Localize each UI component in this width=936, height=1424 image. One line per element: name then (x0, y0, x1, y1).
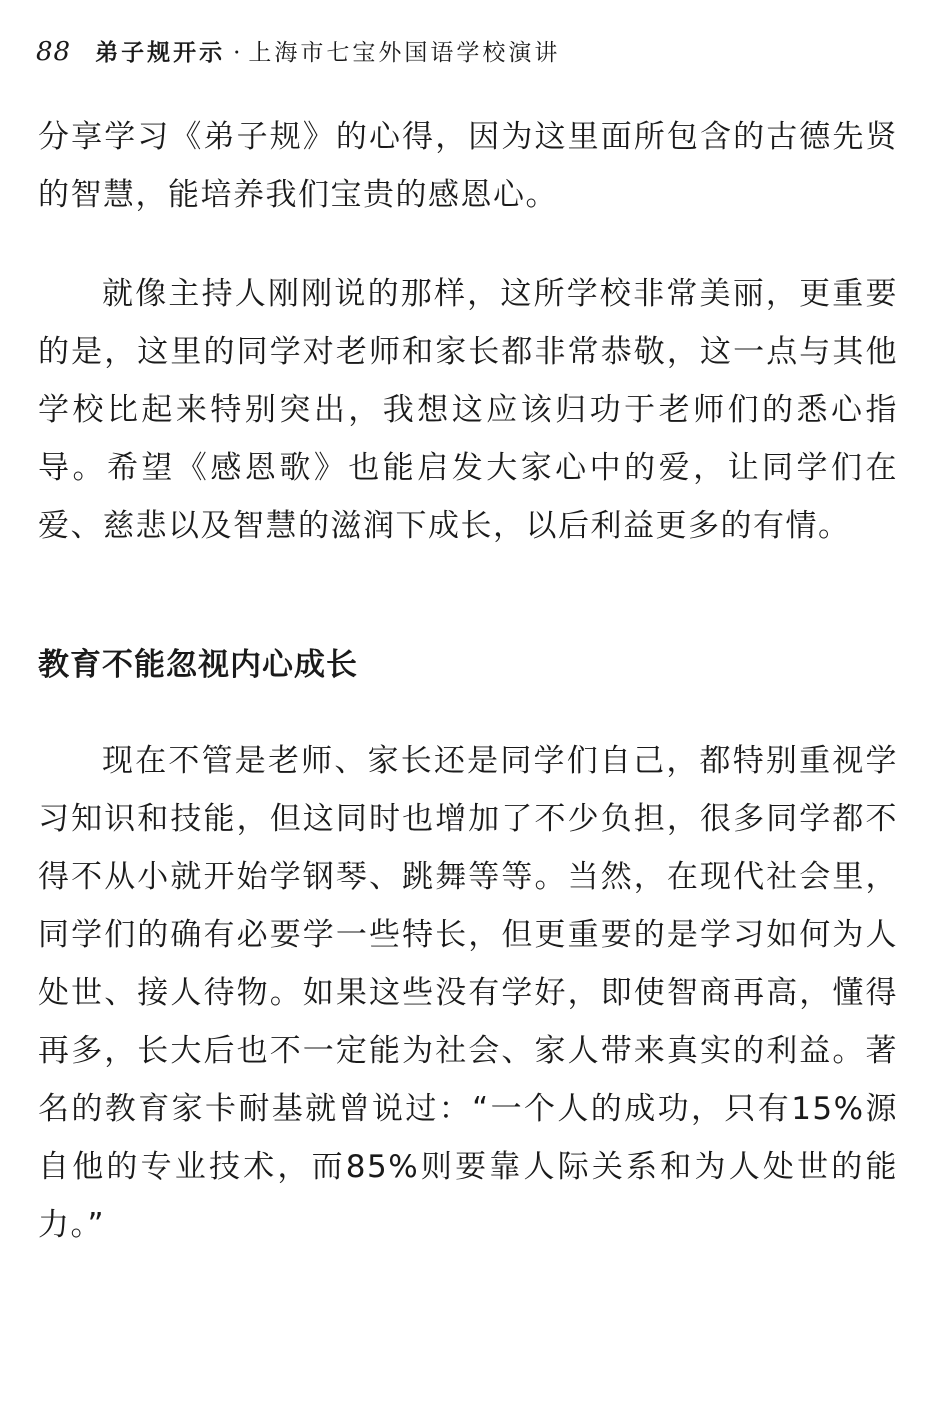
book-title: 弟子规开示 (95, 39, 226, 66)
section-heading: 教育不能忽视内心成长 (38, 647, 358, 683)
paragraph-continuation: 分享学习《弟子规》的心得，因为这里面所包含的古德先贤的智慧，能培养我们宝贵的感恩心。 (38, 119, 898, 213)
paragraph-education: 现在不管是老师、家长还是同学们自己，都特别重视学习知识和技能，但这同时也增加了不少负担，很多同学都不得不从小就开始学钢琴、跳舞等等。当然，在现代社会里，同学们的确有必要学一些特长，但更重要的是学习如何为人处世、接人待物。如果这些没有学好，即使智商再高，懂得再多，长大后也不一定能为社会、家人带来真实的利益。著名的教育家卡耐基就曾说过：“一个人的成功，只有15%源自他的专业技术，而85%则要靠人际关系和为人处世的能力。” (38, 743, 898, 1243)
header-separator: · (233, 40, 241, 66)
page-number: 88 (36, 37, 72, 67)
chapter-title: 上海市七宝外国语学校演讲 (248, 40, 561, 66)
running-header (36, 34, 560, 74)
paragraph-school-praise: 就像主持人刚刚说的那样，这所学校非常美丽，更重要的是，这里的同学对老师和家长都非常恭敬，这一点与其他学校比起来特别突出，我想这应该归功于老师们的悉心指导。希望《感恩歌》也能启发大家心中的爱，让同学们在爱、慈悲以及智慧的滋润下成长，以后利益更多的有情。 (38, 276, 898, 544)
